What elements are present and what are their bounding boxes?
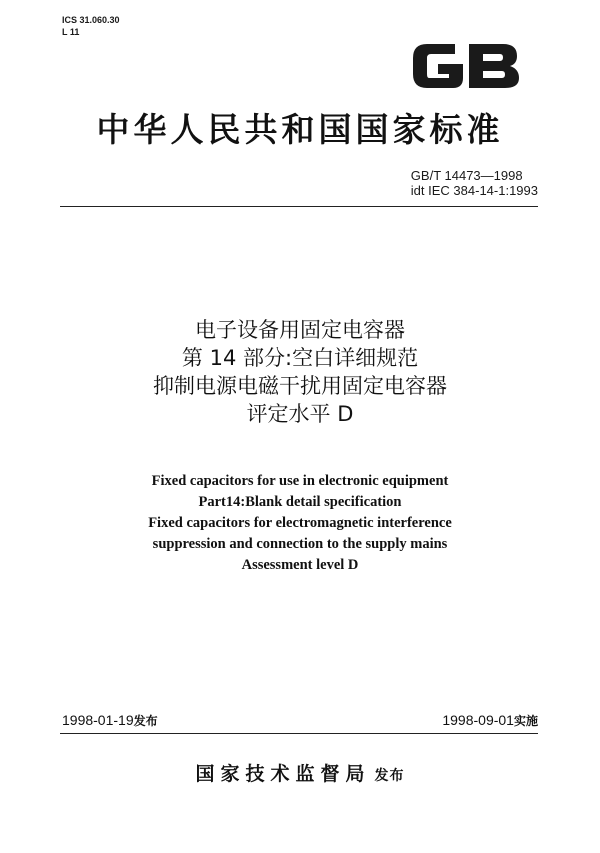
issue-date	[62, 712, 158, 729]
bottom-divider	[60, 733, 538, 734]
title-english	[0, 471, 600, 576]
title-en-line: suppression and connection to the supply mains	[152, 536, 448, 552]
title-cn-line: 电子设备用固定电容器	[195, 318, 405, 342]
effective-date-suffix: 实施	[513, 714, 538, 728]
classification-codes	[62, 14, 120, 38]
publisher	[0, 759, 600, 786]
top-divider	[60, 206, 538, 207]
title-en-line: Part14:Blank detail specification	[198, 494, 402, 510]
title-en-line: Fixed capacitors for electromagnetic interference	[148, 515, 452, 531]
title-en-line: Fixed capacitors for use in electronic equipment	[151, 473, 449, 489]
main-title: 中华人民共和国国家标准	[96, 110, 504, 149]
title-cn-line: 第 14 部分:空白详细规范	[181, 346, 419, 370]
svg-text:GB: GB	[465, 74, 467, 75]
ics-code: ICS 31.060.30	[62, 15, 120, 25]
effective-date-value: 1998-09-01	[442, 712, 514, 728]
ccs-code: L 11	[62, 27, 80, 37]
title-en-line: Assessment level D	[241, 557, 359, 573]
publisher-action: 发布	[374, 768, 405, 784]
title-cn-line: 评定水平 D	[246, 402, 354, 426]
issue-date-suffix: 发布	[133, 714, 158, 728]
title-cn-line: 抑制电源电磁干扰用固定电容器	[153, 374, 447, 398]
issue-date-value: 1998-01-19	[62, 712, 134, 728]
publisher-name: 国家技术监督局	[195, 763, 371, 785]
effective-date	[442, 712, 538, 729]
idt-reference: idt IEC 384-14-1:1993	[410, 183, 538, 198]
title-chinese	[0, 316, 600, 428]
standard-number: GB/T 14473—1998	[410, 168, 523, 183]
gb-logo	[405, 34, 525, 96]
standard-numbers	[411, 168, 538, 198]
